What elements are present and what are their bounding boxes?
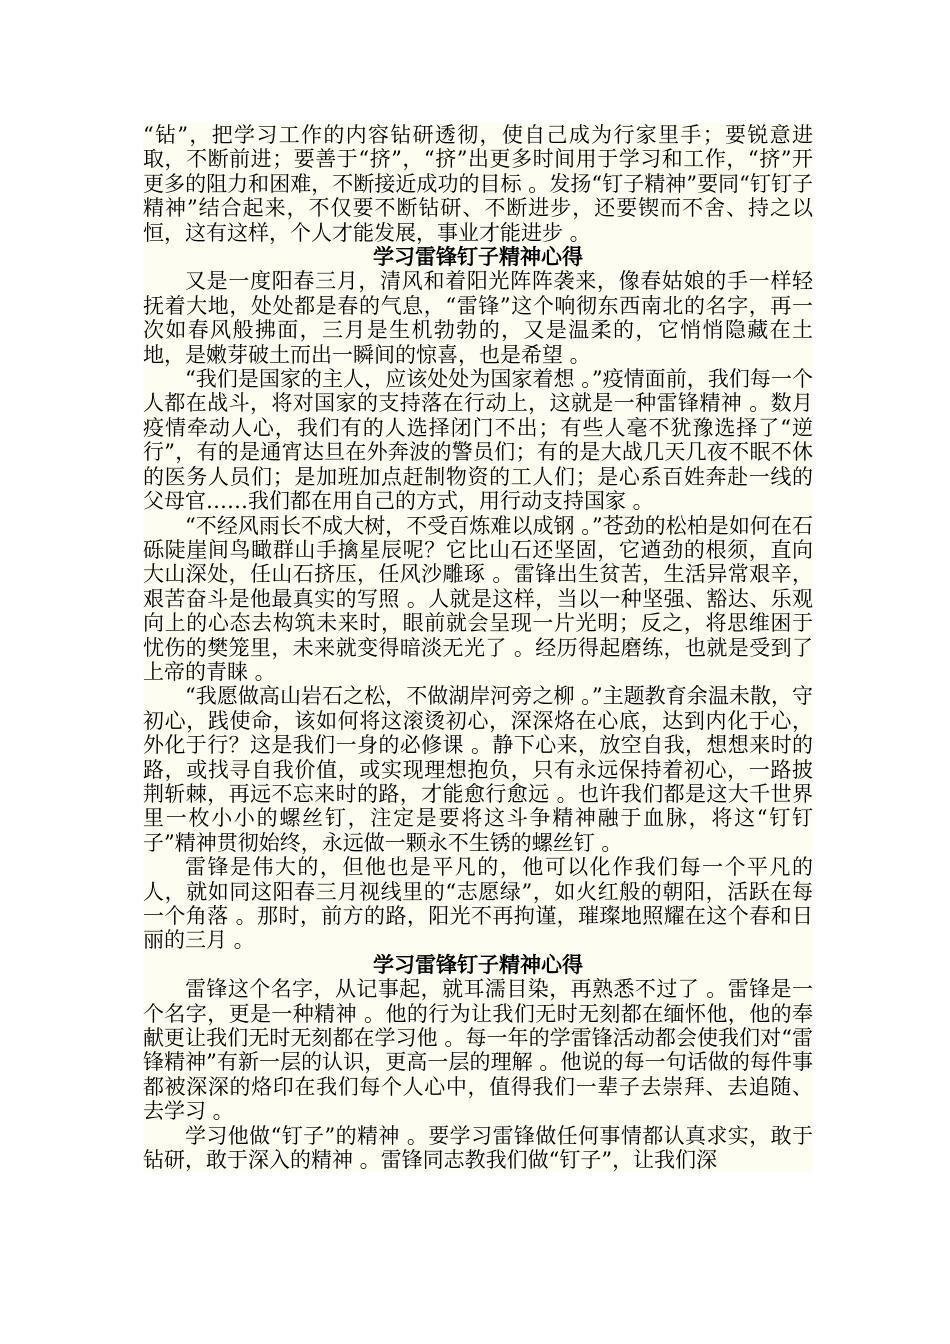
document-body <box>143 123 813 1172</box>
paragraph: “我们是国家的主人，应该处处为国家着想 。”疫情面前，我们每一个人都在战斗，将对国家的支持落在行动上，这就是一种雷锋精神 。数月疫情牵动人心，我们有的人选择闭门不出；有些人毫不犹豫选择了“逆行”，有的是通宵达旦在外奔波的警员们；有的是大战几天几夜不眠不休的医务人员们；是加班加点赶制物资的工人们；是心系百姓奔赴一线的父母官……我们都在用自己的方式，用行动支持国家 。 <box>143 367 813 514</box>
paragraph: 雷锋是伟大的，但他也是平凡的，他可以化作我们每一个平凡的人，就如同这阳春三月视线里的“志愿绿”，如火红般的朝阳，活跃在每一个角落 。那时，前方的路，阳光不再拘谨，璀璨地照耀在这个春和日丽的三月 。 <box>143 855 813 953</box>
paragraph: “不经风雨长不成大树，不受百炼难以成钢 。”苍劲的松柏是如何在石砾陡崖间鸟瞰群山手擒星辰呢？它比山石还坚固，它遒劲的根须，直向大山深处，任山石挤压，任风沙雕琢 。雷锋出生贫苦，生活异常艰辛，艰苦奋斗是他最真实的写照 。人就是这样，当以一种坚强、豁达、乐观向上的心态去构筑未来时，眼前就会呈现一片光明；反之，将思维困于忧伤的樊笼里，未来就变得暗淡无光了 。经历得起磨练，也就是受到了上帝的青睐 。 <box>143 513 813 684</box>
section-title: 学习雷锋钉子精神心得 <box>373 244 583 270</box>
paragraph: “钻”，把学习工作的内容钻研透彻，使自己成为行家里手；要锐意进取，不断前进；要善于“挤”，“挤”出更多时间用于学习和工作，“挤”开更多的阻力和困难，不断接近成功的目标 。发扬“钉子精神”要同“钉钉子精神”结合起来，不仅要不断钻研、不断进步，还要锲而不舍、持之以恒，这有这样，个人才能发展，事业才能进步 。 <box>143 123 813 245</box>
section-title: 学习雷锋钉子精神心得 <box>373 951 583 977</box>
paragraph: “我愿做高山岩石之松，不做湖岸河旁之柳 。”主题教育余温未散，守初心，践使命，该如何将这滚烫初心，深深烙在心底，达到内化于心，外化于行？这是我们一身的必修课 。静下心来，放空自我，想想来时的路，或找寻自我价值，或实现理想抱负，只有永远保持着初心，一路披荆斩棘，再远不忘来时的路，才能愈行愈远 。也许我们都是这大千世界里一枚小小的螺丝钉，注定是要将这斗争精神融于血脉，将这“钉钉子”精神贯彻始终，永远做一颗永不生锈的螺丝钉 。 <box>143 684 813 855</box>
paragraph: 学习他做“钉子”的精神 。要学习雷锋做任何事情都认真求实，敢于钻研，敢于深入的精神 。雷锋同志教我们做“钉子”，让我们深 <box>143 1123 813 1173</box>
paragraph: 雷锋这个名字，从记事起，就耳濡目染，再熟悉不过了 。雷锋是一个名字，更是一种精神 。他的行为让我们无时无刻都在缅怀他，他的奉献更让我们无时无刻都在学习他 。每一年的学雷锋活动都会使我们对“雷锋精神”有新一层的认识，更高一层的理解 。他说的每一句话做的每件事都被深深的烙印在我们每个人心中，值得我们一辈子去崇拜、去追随、去学习 。 <box>143 977 813 1124</box>
paragraph: 又是一度阳春三月，清风和着阳光阵阵袭来，像春姑娘的手一样轻抚着大地，处处都是春的气息，“雷锋”这个响彻东西南北的名字，再一次如春风般拂面，三月是生机勃勃的，又是温柔的，它悄悄隐藏在土地，是嫩芽破土而出一瞬间的惊喜，也是希望 。 <box>143 269 813 367</box>
